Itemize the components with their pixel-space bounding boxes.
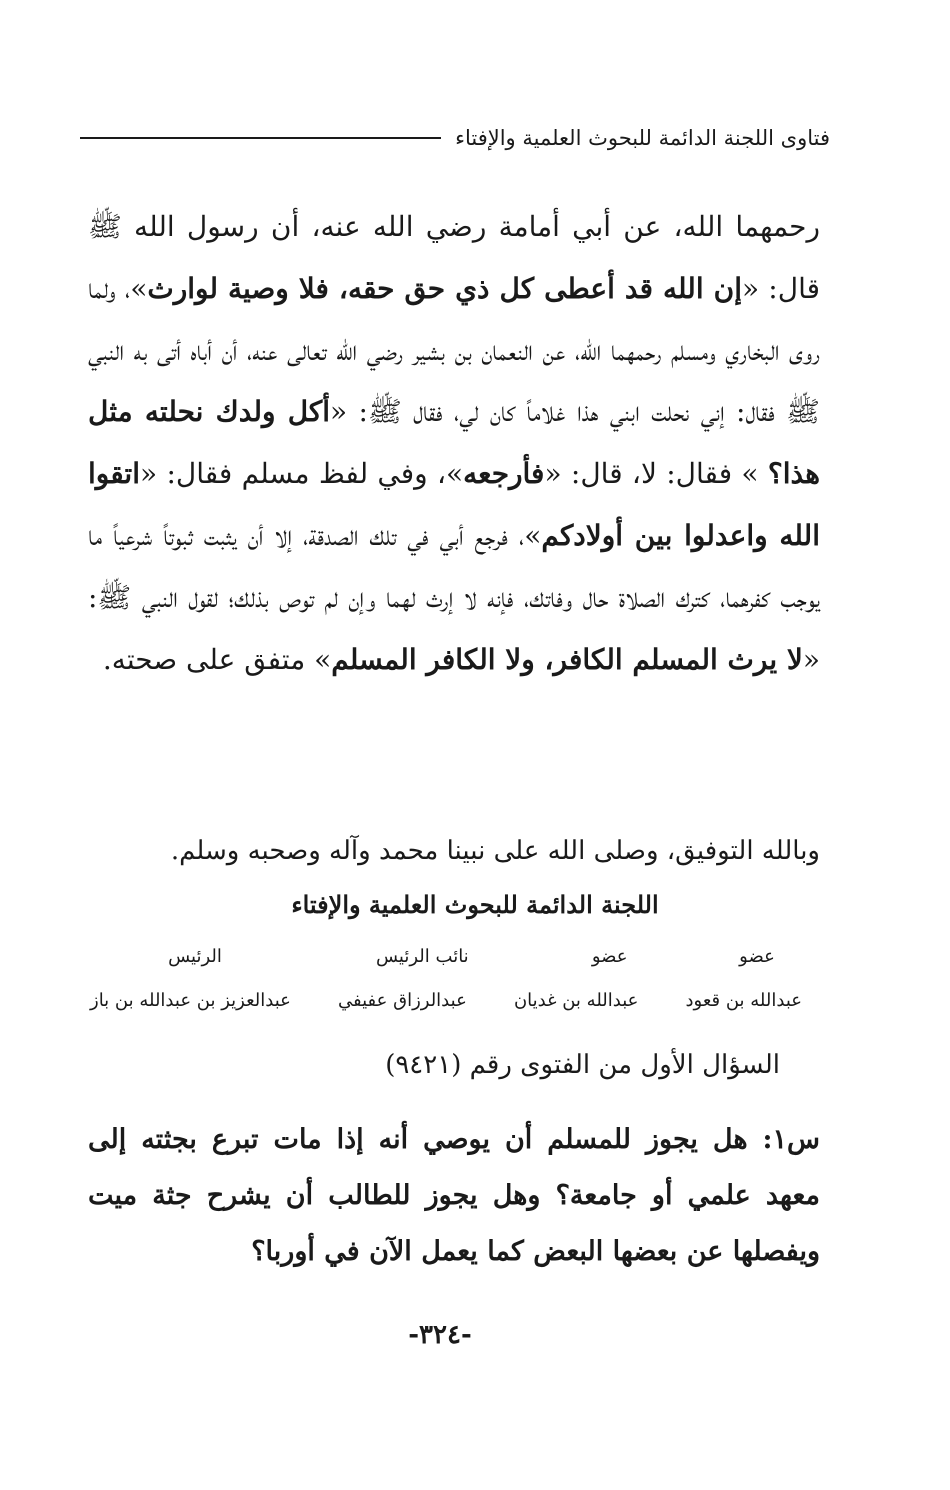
- body-text: » فقال: لا، قال: «: [544, 457, 768, 491]
- signatory-names: [90, 990, 802, 1011]
- hadith-quote: لا يرث المسلم الكافر، ولا الكافر المسلم: [331, 642, 803, 676]
- body-text: »، فرجع أبي في تلك الصدقة، إلا أن يثبت ثبوتاً شرعياً ما يوجب كفرهما، كترك الصلاة حال وفاتك، فإنه لا إرث لهما وإن لم توص بذلك؛ لقول النبي ﷺ: «: [88, 518, 820, 676]
- hadith-quote: فأرجعه: [463, 457, 545, 491]
- signatory-name: عبدالرزاق عفيفي: [338, 990, 467, 1011]
- body-text: »، ولما روى البخاري ومسلم رحمهما الله، عن النعمان بن بشير رضي الله تعالى عنه، أن أباه أتى به النبي ﷺ فقال: إني نحلت ابني هذا غلاماً كان لي، فقال ﷺ: «: [88, 271, 820, 429]
- header-rule: [80, 137, 441, 139]
- hadith-quote: إن الله قد أعطى كل ذي حق حقه، فلا وصية لوارث: [147, 271, 742, 305]
- signatory-titles: [90, 946, 802, 967]
- body-text: رحمهما الله، عن أبي أمامة رضي الله عنه، أن رسول الله ﷺ قال: «: [88, 210, 820, 305]
- closing-line: وبالله التوفيق، وصلى الله على نبينا محمد وآله وصحبه وسلم.: [170, 836, 820, 866]
- question-heading: السؤال الأول من الفتوى رقم (٩٤٢١): [385, 1050, 780, 1080]
- body-text: » متفق على صحته.: [102, 642, 332, 676]
- signatory-name: عبدالله بن غديان: [513, 990, 639, 1011]
- fatwa-body: [88, 196, 820, 690]
- signatory-title: عضو: [739, 946, 775, 967]
- signatory-title: عضو: [591, 946, 628, 967]
- header-title: فتاوى اللجنة الدائمة للبحوث العلمية والإفتاء: [455, 126, 830, 150]
- signatory-title: نائب الرئيس: [375, 946, 469, 967]
- signatory-name: عبدالعزيز بن عبدالله بن باز: [90, 990, 291, 1011]
- question-text: س١: هل يجوز للمسلم أن يوصي أنه إذا مات تبرع بجثته إلى معهد علمي أو جامعة؟ وهل يجوز للطالب أن يشرح جثة ميت ويفصلها عن بعضها البعض كما يعمل الآن في أوربا؟: [88, 1124, 820, 1267]
- committee-name: اللجنة الدائمة للبحوث العلمية والإفتاء: [291, 890, 659, 919]
- body-text: »، وفي لفظ مسلم فقال: «: [139, 457, 464, 491]
- signatory-title: الرئيس: [168, 946, 222, 967]
- running-header: [80, 118, 830, 158]
- page-number: -٣٢٤-: [408, 1320, 472, 1350]
- signatory-name: عبدالله بن قعود: [685, 990, 802, 1011]
- hadith-quote: أكل ولدك نحلته مثل هذا؟: [88, 395, 820, 491]
- hadith-quote: اتقوا الله واعدلوا بين أولادكم: [88, 457, 820, 552]
